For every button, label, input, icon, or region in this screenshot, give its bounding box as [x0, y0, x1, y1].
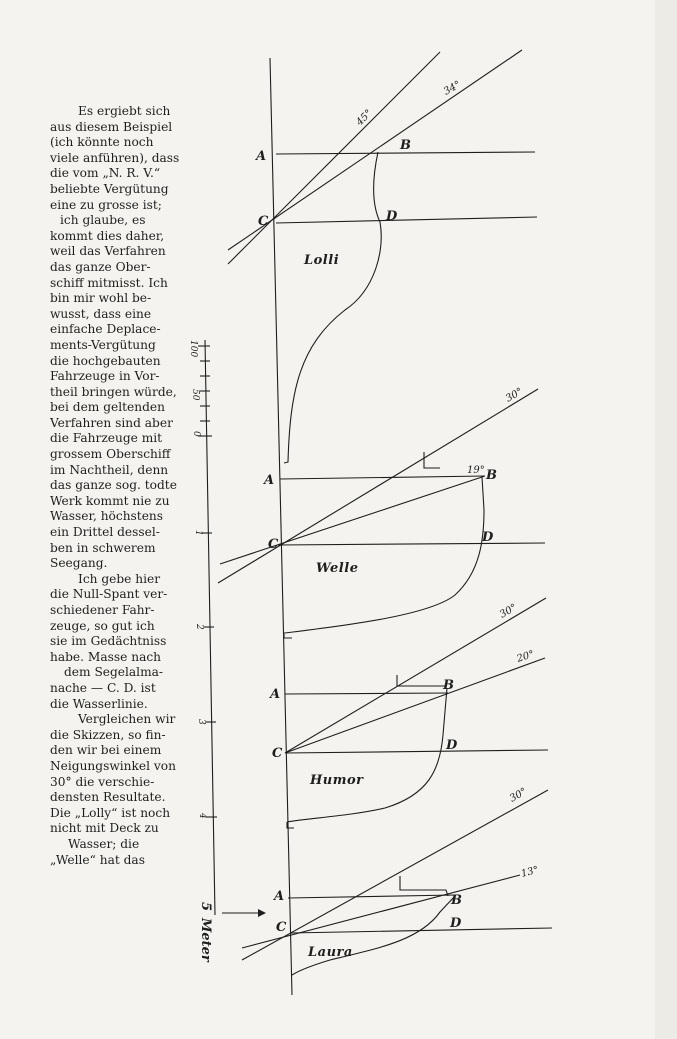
- angle-label: 30°: [498, 602, 519, 621]
- point-label: D: [386, 209, 398, 224]
- text-line: aus diesem Beispiel: [50, 119, 173, 134]
- text-line: wusst, dass eine: [50, 306, 152, 321]
- text-line: 30° die verschie-: [50, 774, 155, 789]
- text-line: Es ergiebt sich: [78, 104, 171, 118]
- text-line: densten Resultate.: [50, 790, 166, 805]
- text-line: die Null-Spant ver-: [50, 587, 168, 602]
- text-line: beliebte Vergütung: [50, 181, 169, 196]
- line-a-b: [288, 895, 455, 898]
- text-line: weil das Verfahren: [50, 244, 166, 259]
- point-label: B: [486, 468, 497, 483]
- line-20-deg: [285, 658, 545, 753]
- text-line: das ganze Ober-: [50, 259, 151, 274]
- marker: [397, 675, 446, 686]
- text-line: Fahrzeuge in Vor-: [50, 369, 160, 384]
- line-c-d: [290, 928, 552, 933]
- angle-label: 13°: [519, 864, 540, 880]
- line-c-d: [278, 543, 545, 545]
- text-line: ben in schwerem: [50, 540, 156, 555]
- angle-label: 34°: [442, 79, 463, 98]
- text-line: Wasser, höchstens: [50, 509, 164, 524]
- text-line: ein Drittel dessel-: [50, 525, 160, 540]
- diagram-welle: [218, 389, 545, 638]
- diagram-humor: [285, 598, 548, 828]
- point-label: D: [446, 738, 458, 753]
- text-line: die Fahrzeuge mit: [50, 431, 163, 446]
- angle-label: 45°: [354, 107, 375, 129]
- line-19-deg: [220, 476, 485, 564]
- scale-label: 1: [193, 530, 203, 536]
- text-line: schiedener Fahr-: [50, 603, 155, 617]
- scale-label: 0: [191, 431, 201, 437]
- angle-label: 30°: [508, 786, 529, 805]
- text-line: zeuge, so gut ich: [50, 618, 155, 633]
- text-line: Wasser; die: [68, 836, 140, 851]
- marker: [400, 876, 448, 896]
- boat-name: Laura: [308, 945, 353, 960]
- hull-section: [287, 688, 447, 822]
- text-line: Seegang.: [50, 556, 108, 571]
- point-label: C: [276, 920, 287, 935]
- text-line: grossem Oberschiff: [50, 447, 171, 462]
- boat-name: Lolli: [304, 253, 340, 268]
- text-line: Neigungswinkel von: [50, 758, 176, 773]
- boat-name: Welle: [316, 561, 359, 576]
- centerline: [270, 58, 292, 995]
- text-line: nicht mit Deck zu: [50, 821, 159, 836]
- text-line: nache — C. D. ist: [50, 680, 156, 695]
- text-line: den wir bei einem: [50, 743, 162, 758]
- text-line: einfache Deplace-: [50, 322, 161, 337]
- hull-section: [285, 477, 484, 633]
- point-label: C: [268, 537, 279, 552]
- text-line: im Nachtheil, denn: [50, 462, 169, 477]
- point-label: D: [450, 916, 462, 931]
- line-c-d: [285, 750, 548, 753]
- point-label: A: [274, 889, 285, 904]
- scale-label: 50: [190, 389, 200, 401]
- scale-unit: Meter: [198, 918, 213, 962]
- point-label: B: [400, 138, 411, 153]
- scale-label: 4: [197, 813, 207, 819]
- angle-label: 30°: [504, 386, 525, 405]
- text-line: Werk kommt nie zu: [50, 493, 170, 508]
- text-line: dem Segelalma-: [64, 665, 164, 680]
- scale-label: 2: [194, 624, 204, 630]
- boat-name: Humor: [310, 773, 364, 788]
- point-label: B: [443, 678, 454, 693]
- angle-label: 20°: [515, 648, 536, 665]
- line-30-deg: [285, 598, 546, 753]
- point-label: A: [264, 473, 275, 488]
- line-13-deg: [242, 875, 520, 948]
- scale-label: 5: [198, 902, 213, 912]
- hull-section: [292, 896, 455, 975]
- scale-label: 3: [196, 719, 206, 725]
- text-line: kommt dies daher,: [50, 228, 165, 243]
- text-line: bin mir wohl be-: [50, 291, 152, 306]
- text-line: viele anführen), dass: [50, 150, 180, 165]
- text-line: die Wasserlinie.: [50, 696, 148, 711]
- text-line: die Skizzen, so fin-: [50, 727, 166, 742]
- text-line: ments-Vergütung: [50, 337, 156, 352]
- text-line: theil bringen würde,: [50, 384, 177, 399]
- text-line: Verfahren sind aber: [50, 415, 173, 430]
- hull-section: [284, 152, 381, 463]
- text-line: das ganze sog. todte: [50, 478, 177, 493]
- text-line: bei dem geltenden: [50, 400, 165, 415]
- angle-label: 19°: [467, 465, 485, 476]
- line-c-d: [276, 217, 537, 223]
- text-line: schiff mitmisst. Ich: [50, 275, 168, 290]
- text-line: die vom „N. R. V.“: [50, 166, 161, 181]
- text-line: eine zu grosse ist;: [50, 197, 162, 212]
- line-a-b: [285, 693, 448, 694]
- arrow-head: [258, 909, 266, 917]
- point-label: A: [256, 149, 267, 164]
- text-line: Vergleichen wir: [78, 712, 176, 727]
- diagram-laura: [242, 790, 552, 975]
- point-label: D: [482, 530, 494, 545]
- point-label: B: [451, 893, 462, 908]
- text-line: „Welle“ hat das: [50, 852, 145, 867]
- scale-label: 100: [188, 340, 198, 358]
- point-label: C: [258, 214, 269, 229]
- text-line: Ich gebe hier: [78, 571, 161, 586]
- text-line: (ich könnte noch: [50, 135, 154, 150]
- marker: [424, 452, 440, 468]
- point-label: C: [272, 746, 283, 761]
- text-line: Die „Lolly“ ist noch: [50, 805, 171, 820]
- text-line: sie im Gedächtniss: [50, 634, 167, 649]
- point-label: A: [270, 687, 281, 702]
- text-line: habe. Masse nach: [50, 649, 162, 664]
- text-line: ich glaube, es: [60, 213, 146, 228]
- text-line: die hochgebauten: [50, 353, 161, 368]
- line-a-b: [280, 476, 485, 479]
